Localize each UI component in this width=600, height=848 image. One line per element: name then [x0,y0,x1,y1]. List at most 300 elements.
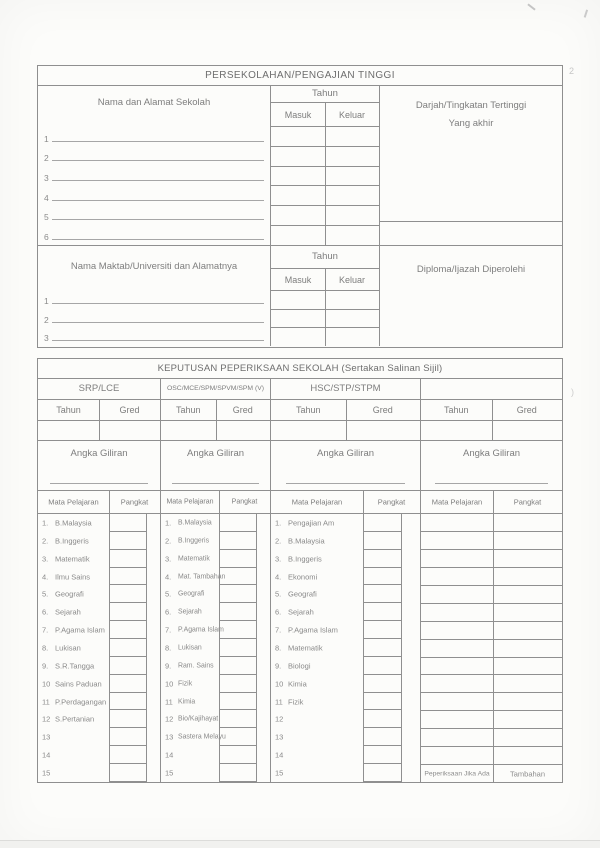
schooling-table [37,65,563,348]
year-grade-entry-row [271,421,420,441]
rank-box [219,657,257,675]
subject-row [38,710,160,728]
subject-name: B.Inggeris [55,536,89,546]
subject-number: 1. [42,518,49,528]
subject-row [38,532,160,550]
subject-name: Geografi [288,589,317,599]
year-in-header: Masuk [284,274,312,285]
subject-rank-header [161,491,270,514]
blank-subject-row [421,747,562,765]
year-grade-header [161,400,270,421]
rank-box [219,693,257,711]
subject-number: 9. [165,661,172,671]
scan-artifact [527,3,535,10]
year-label: Tahun [295,405,321,415]
subject-name: Geografi [178,590,205,598]
rank-box [363,675,402,693]
write-in-line [172,483,259,484]
subject-number: 4. [275,572,282,581]
write-in-line [52,239,264,240]
subject-name: Matematik [55,554,90,564]
exam-column-stpm [270,379,420,782]
subject-row [38,764,160,782]
grade-label: Gred [119,405,140,415]
row-number: 6 [44,232,49,243]
exam-name: HSC/STP/STPM [271,379,420,400]
exam-results-grid [38,379,562,782]
rank-box [219,764,257,782]
year-subheader [271,269,379,291]
subject-name: B.Malaysia [288,536,325,546]
subject-name: Ram. Sains [178,662,214,670]
rank-box [219,568,257,586]
rank-label: Pangkat [231,498,258,506]
rank-box [109,514,147,532]
subject-row [271,764,420,782]
subject-row [271,514,420,532]
rank-box [109,675,147,693]
subject-row [271,568,420,586]
subject-row [271,728,420,746]
year-label: Tahun [175,405,201,415]
year-entry-boxes [271,291,379,346]
rank-box [219,639,257,657]
rank-box [363,657,402,675]
year-label: Tahun [443,405,469,415]
subject-row [161,639,270,657]
rank-box [363,532,402,550]
college-column-header: Nama Maktab/Universiti dan Alamatnya [70,261,238,272]
subject-row [38,621,160,639]
rank-box [109,550,147,568]
highest-grade-line2: Yang akhir [448,118,494,129]
year-entry-row [271,206,379,226]
subject-number: 8. [42,643,49,653]
rank-box [109,764,147,782]
exam-results-table [37,358,563,783]
row-number: 3 [44,173,49,184]
write-in-line [52,141,264,142]
subject-row [38,568,160,586]
subject-number: 10 [275,679,284,689]
school-row [38,206,270,226]
subject-number: 15 [42,768,51,778]
rank-label: Pangkat [377,497,406,507]
subject-number: 13 [165,732,174,742]
school-row [38,186,270,206]
subject-row [38,657,160,675]
subject-name: Biologi [288,661,311,671]
index-number-cell [38,441,160,491]
subject-number: 13 [42,732,51,742]
year-header: Tahun [271,86,379,103]
subject-number: 12 [165,714,174,724]
subject-row [271,585,420,603]
rank-box [219,728,257,746]
subject-number: 6. [42,607,49,617]
rank-box [109,710,147,728]
index-number-label: Angka Giliran [70,448,128,459]
rank-box [219,621,257,639]
rank-box [363,514,402,532]
rank-box [363,639,402,657]
grade-label: Gred [516,405,537,415]
subject-name: Sains Paduan [55,679,102,689]
rank-box [219,603,257,621]
subject-row [38,675,160,693]
rank-box [109,639,147,657]
subject-name: Ekonomi [288,572,318,581]
subject-number: 9. [42,661,49,671]
subject-number: 3. [165,554,172,564]
row-number: 5 [44,212,49,223]
subject-row [271,710,420,728]
extra-exam-label: Peperiksaan Jika Ada [424,770,490,778]
rank-box [219,514,257,532]
subject-name: B.Inggeris [288,554,322,564]
subject-number: 9. [275,661,282,671]
exam-column-spm [160,379,270,782]
year-grade-entry-row [161,421,270,441]
subject-name: Kimia [288,679,307,689]
subject-row [38,603,160,621]
year-out-header: Keluar [338,274,365,285]
subject-name: P.Agama Islam [55,625,105,635]
subject-label: Mata Pelajaran [166,498,214,506]
college-name-column [38,246,270,346]
subject-name: Sejarah [288,607,314,617]
rank-box [219,585,257,603]
subject-number: 14 [42,750,51,760]
subject-number: 1. [275,518,282,528]
college-grid [38,245,562,346]
subject-name: Fizik [288,697,304,707]
rank-label: Pangkat [513,497,542,507]
subject-name: Kimia [178,698,196,706]
subject-name: Bio/Kajihayat [178,715,219,723]
subject-number: 2. [275,536,282,546]
blank-subject-row [421,693,562,711]
year-in-header: Masuk [284,109,312,120]
qualification-column [380,246,562,346]
subject-name: Matematik [178,555,210,563]
exam-results-title: KEPUTUSAN PEPERIKSAAN SEKOLAH (Sertakan Salinan Sijil) [38,359,562,379]
rank-box [363,568,402,586]
write-in-line [52,160,264,161]
rank-box [109,568,147,586]
rank-box [363,550,402,568]
subject-number: 6. [165,607,172,617]
subject-row [161,728,270,746]
subject-number: 4. [165,572,172,581]
subject-number: 11 [165,697,173,707]
year-grade-entry-row [38,421,160,441]
grade-label: Gred [232,405,253,415]
subject-name: Sastera Melayu [178,733,226,741]
blank-subject-row [421,550,562,568]
subject-row [161,693,270,711]
blank-subject-row [421,586,562,604]
year-entry-boxes [271,127,379,245]
school-column-header: Nama dan Alamat Sekolah [97,97,211,108]
subject-label: Mata Pelajaran [431,497,483,507]
subject-number: 4. [42,572,49,581]
rank-box [109,657,147,675]
subject-row [161,746,270,764]
year-entry-row [271,167,379,187]
scan-artifact: ) [571,387,574,397]
blank-subject-row [421,675,562,693]
subject-name: Matematik [288,643,323,653]
year-entry-row [271,291,379,310]
subject-rank-header [38,491,160,514]
school-row [38,147,270,167]
subject-rank-header [271,491,420,514]
subject-number: 15 [165,768,174,778]
index-number-label: Angka Giliran [316,448,375,459]
subject-number: 5. [165,589,172,599]
subject-row [271,693,420,711]
blank-subject-row [421,640,562,658]
subject-number: 2. [165,536,172,546]
school-rows [38,127,270,245]
exam-name [421,379,562,400]
index-number-label: Angka Giliran [186,448,245,459]
subject-number: 5. [275,589,282,599]
college-year-column [270,246,380,346]
year-entry-row [271,310,379,329]
college-row [38,291,270,309]
subject-number: 2. [42,536,49,546]
row-number: 1 [44,296,49,307]
exam-name: OSC/MCE/SPM/SPVM/SPM (V) [161,379,270,400]
subject-number: 11 [42,697,50,707]
subject-name: S.R.Tangga [55,661,95,671]
rank-box [363,621,402,639]
subject-number: 10 [165,679,174,689]
year-out-header: Keluar [338,109,365,120]
row-number: 1 [44,133,49,144]
subject-row [271,603,420,621]
subject-row [161,675,270,693]
subject-name: B.Inggeris [178,537,210,545]
subject-label: Mata Pelajaran [291,497,343,507]
write-in-line [52,219,264,220]
subject-number: 1. [165,518,172,528]
year-subheader [271,103,379,127]
qualification-header: Diploma/Ijazah Diperolehi [416,264,526,275]
rank-box [219,532,257,550]
subject-row [161,603,270,621]
year-entry-row [271,226,379,245]
grade-label: Gred [372,405,393,415]
school-name-column [38,86,270,245]
index-number-cell [161,441,270,491]
blank-subject-row [421,532,562,550]
exam-column-extra [420,379,562,782]
blank-subject-row [421,711,562,729]
rank-box [363,603,402,621]
rank-box [109,728,147,746]
subject-name: S.Pertanian [55,714,95,724]
index-number-cell [271,441,420,491]
scan-artifact: 2 [569,66,575,76]
subject-number: 8. [275,643,282,653]
subject-number: 5. [42,589,49,599]
rank-box [109,693,147,711]
rank-box [219,550,257,568]
subject-row [271,746,420,764]
school-row [38,225,270,245]
year-grade-header [271,400,420,421]
subject-row [271,550,420,568]
subject-name: Sejarah [55,607,81,617]
subject-rank-header [421,491,562,514]
additional-label: Tambahan [509,769,546,779]
college-row [38,328,270,346]
rank-box [219,675,257,693]
subject-name: Mat. Tambahan [178,573,226,580]
subject-row [38,550,160,568]
subject-number: 3. [275,554,282,564]
subject-row [271,621,420,639]
year-entry-row [271,186,379,206]
highest-grade-line1: Darjah/Tingkatan Tertinggi [415,100,527,111]
subject-name: P.Agama Islam [288,625,338,635]
subject-number: 6. [275,607,282,617]
rank-box [219,746,257,764]
subject-number: 13 [275,732,284,742]
highest-grade-column [380,86,562,245]
write-in-line [52,200,264,201]
subject-row [161,585,270,603]
rank-box [363,728,402,746]
rank-box [363,585,402,603]
subject-row [161,514,270,532]
subject-number: 7. [275,625,282,635]
subject-row [161,532,270,550]
subject-name: P.Perdagangan [55,697,107,707]
year-entry-row [271,127,379,147]
exam-name: SRP/LCE [38,379,160,400]
subject-number: 3. [42,554,49,564]
subject-row [38,693,160,711]
subject-row [161,764,270,782]
subject-row [271,532,420,550]
subject-row [161,550,270,568]
subject-label: Mata Pelajaran [48,497,99,507]
write-in-line [52,303,264,304]
blank-subject-row [421,729,562,747]
scan-artifact [580,8,588,17]
subject-row [38,639,160,657]
extra-exam-footer-row [421,765,562,782]
subject-name: Pengajian Am [288,518,335,528]
subject-row [38,728,160,746]
blank-subject-row [421,568,562,586]
subject-name: Lukisan [55,643,81,653]
index-number-label: Angka Giliran [462,448,521,459]
subject-row [161,710,270,728]
subject-number: 14 [165,750,174,760]
subject-list [38,514,160,782]
year-header: Tahun [271,246,379,269]
rank-box [109,532,147,550]
subject-row [161,621,270,639]
rank-box [109,585,147,603]
row-number: 2 [44,153,49,164]
subject-number: 10 [42,679,51,689]
schooling-year-column [270,86,380,245]
subject-name: B.Malaysia [55,518,92,528]
subject-row [161,568,270,586]
subject-name: P.Agama Islam [178,626,224,634]
subject-row [38,514,160,532]
year-entry-row [271,328,379,346]
subject-number: 8. [165,643,172,653]
rank-box [109,603,147,621]
subject-number: 7. [42,625,49,635]
subject-name: Sejarah [178,608,202,616]
write-in-line [50,483,148,484]
subject-row [271,675,420,693]
subject-number: 12 [42,714,51,724]
subject-number: 7. [165,625,172,635]
subject-name: B.Malaysia [178,519,212,527]
row-number: 3 [44,332,49,343]
rank-box [363,710,402,728]
write-in-line [435,483,548,484]
write-in-line [52,180,264,181]
college-rows [38,291,270,346]
school-row [38,127,270,147]
rank-box [363,693,402,711]
subject-name: Geografi [55,589,84,599]
exam-column-srp-lce [38,379,160,782]
year-grade-header [38,400,160,421]
blank-subject-row [421,604,562,622]
subject-list [271,514,420,782]
rank-label: Pangkat [120,497,149,507]
subject-name: Ilmu Sains [55,572,91,581]
extra-subject-list [421,514,562,782]
year-grade-entry-row [421,421,562,441]
rank-box [363,764,402,782]
row-number: 4 [44,192,49,203]
college-row [38,309,270,327]
row-number: 2 [44,314,49,325]
blank-subject-row [421,514,562,532]
subject-name: Fizik [178,680,193,688]
rank-box [363,746,402,764]
blank-subject-row [421,658,562,676]
blank-subject-row [421,622,562,640]
year-grade-header [421,400,562,421]
write-in-line [52,340,264,341]
subject-name: Lukisan [178,644,202,652]
highest-grade-header [380,86,562,133]
write-in-line [52,322,264,323]
year-label: Tahun [56,405,81,415]
subject-row [38,585,160,603]
schooling-title: PERSEKOLAHAN/PENGAJIAN TINGGI [38,66,562,86]
subject-row [38,746,160,764]
subject-number: 11 [275,697,283,707]
subject-number: 12 [275,714,284,724]
rank-box [109,746,147,764]
rank-box [109,621,147,639]
subject-list [161,514,270,782]
